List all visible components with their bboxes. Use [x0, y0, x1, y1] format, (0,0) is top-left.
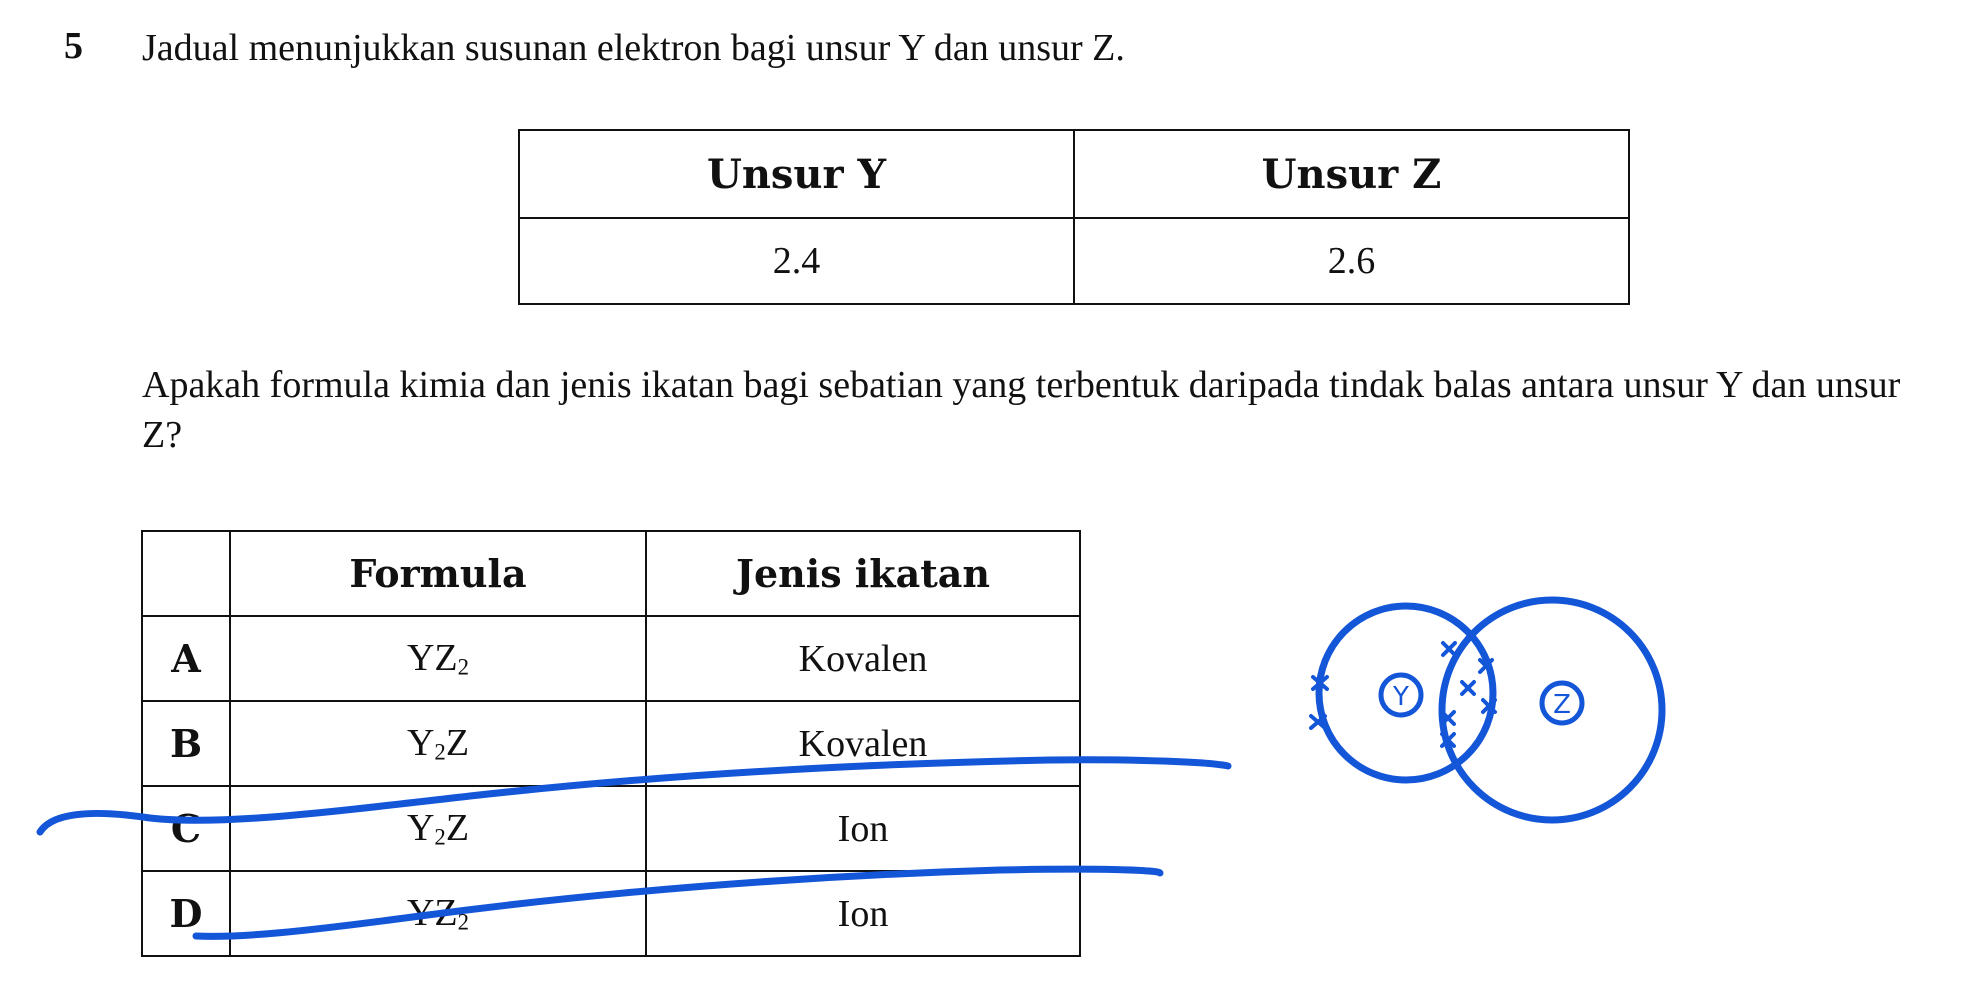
atom-z-nucleus-circle [1542, 683, 1582, 723]
electron-arrangement-table [518, 129, 1630, 305]
option-letter: D [142, 871, 230, 956]
option-formula: $Y_2Z$ [230, 701, 646, 786]
table-row [519, 218, 1629, 304]
option-bond-type: Kovalen [646, 616, 1080, 701]
header-unsur-z: Unsur Z [1074, 130, 1629, 218]
question-number: 5 [64, 25, 83, 67]
atom-y-nucleus-circle [1381, 675, 1421, 715]
option-formula: $Y_2Z$ [230, 786, 646, 871]
atom-z-label: Z [1553, 690, 1571, 720]
atom-y-label: Y [1393, 682, 1409, 712]
header-formula: Formula [230, 531, 646, 616]
answer-options-table [141, 530, 1081, 957]
question-prompt: Apakah formula kimia dan jenis ikatan bagi sebatian yang terbentuk daripada tindak balas antara unsur Y dan unsur Z? [142, 364, 1901, 456]
header-jenis-ikatan: Jenis ikatan [646, 531, 1080, 616]
table-header-row [519, 130, 1629, 218]
option-row-b[interactable] [142, 701, 1080, 786]
option-bond-type: Kovalen [646, 701, 1080, 786]
option-formula: $YZ_2$ [230, 616, 646, 701]
option-letter: A [142, 616, 230, 701]
header-unsur-y: Unsur Y [519, 130, 1074, 218]
table-header-row [142, 531, 1080, 616]
option-formula: $YZ_2$ [230, 871, 646, 956]
header-empty [142, 531, 230, 616]
electron-crosses [1311, 643, 1495, 746]
atom-y-shell-circle [1319, 606, 1493, 780]
option-letter: B [142, 701, 230, 786]
atom-z-shell-circle [1442, 600, 1662, 820]
option-letter: C [142, 786, 230, 871]
option-bond-type: Ion [646, 786, 1080, 871]
electron-arrangement-y: 2.4 [519, 218, 1074, 304]
electron-arrangement-z: 2.6 [1074, 218, 1629, 304]
question-text: Jadual menunjukkan susunan elektron bagi unsur Y dan unsur Z. [142, 27, 1125, 69]
option-bond-type: Ion [646, 871, 1080, 956]
option-row-a[interactable] [142, 616, 1080, 701]
option-row-d[interactable] [142, 871, 1080, 956]
option-row-c[interactable] [142, 786, 1080, 871]
